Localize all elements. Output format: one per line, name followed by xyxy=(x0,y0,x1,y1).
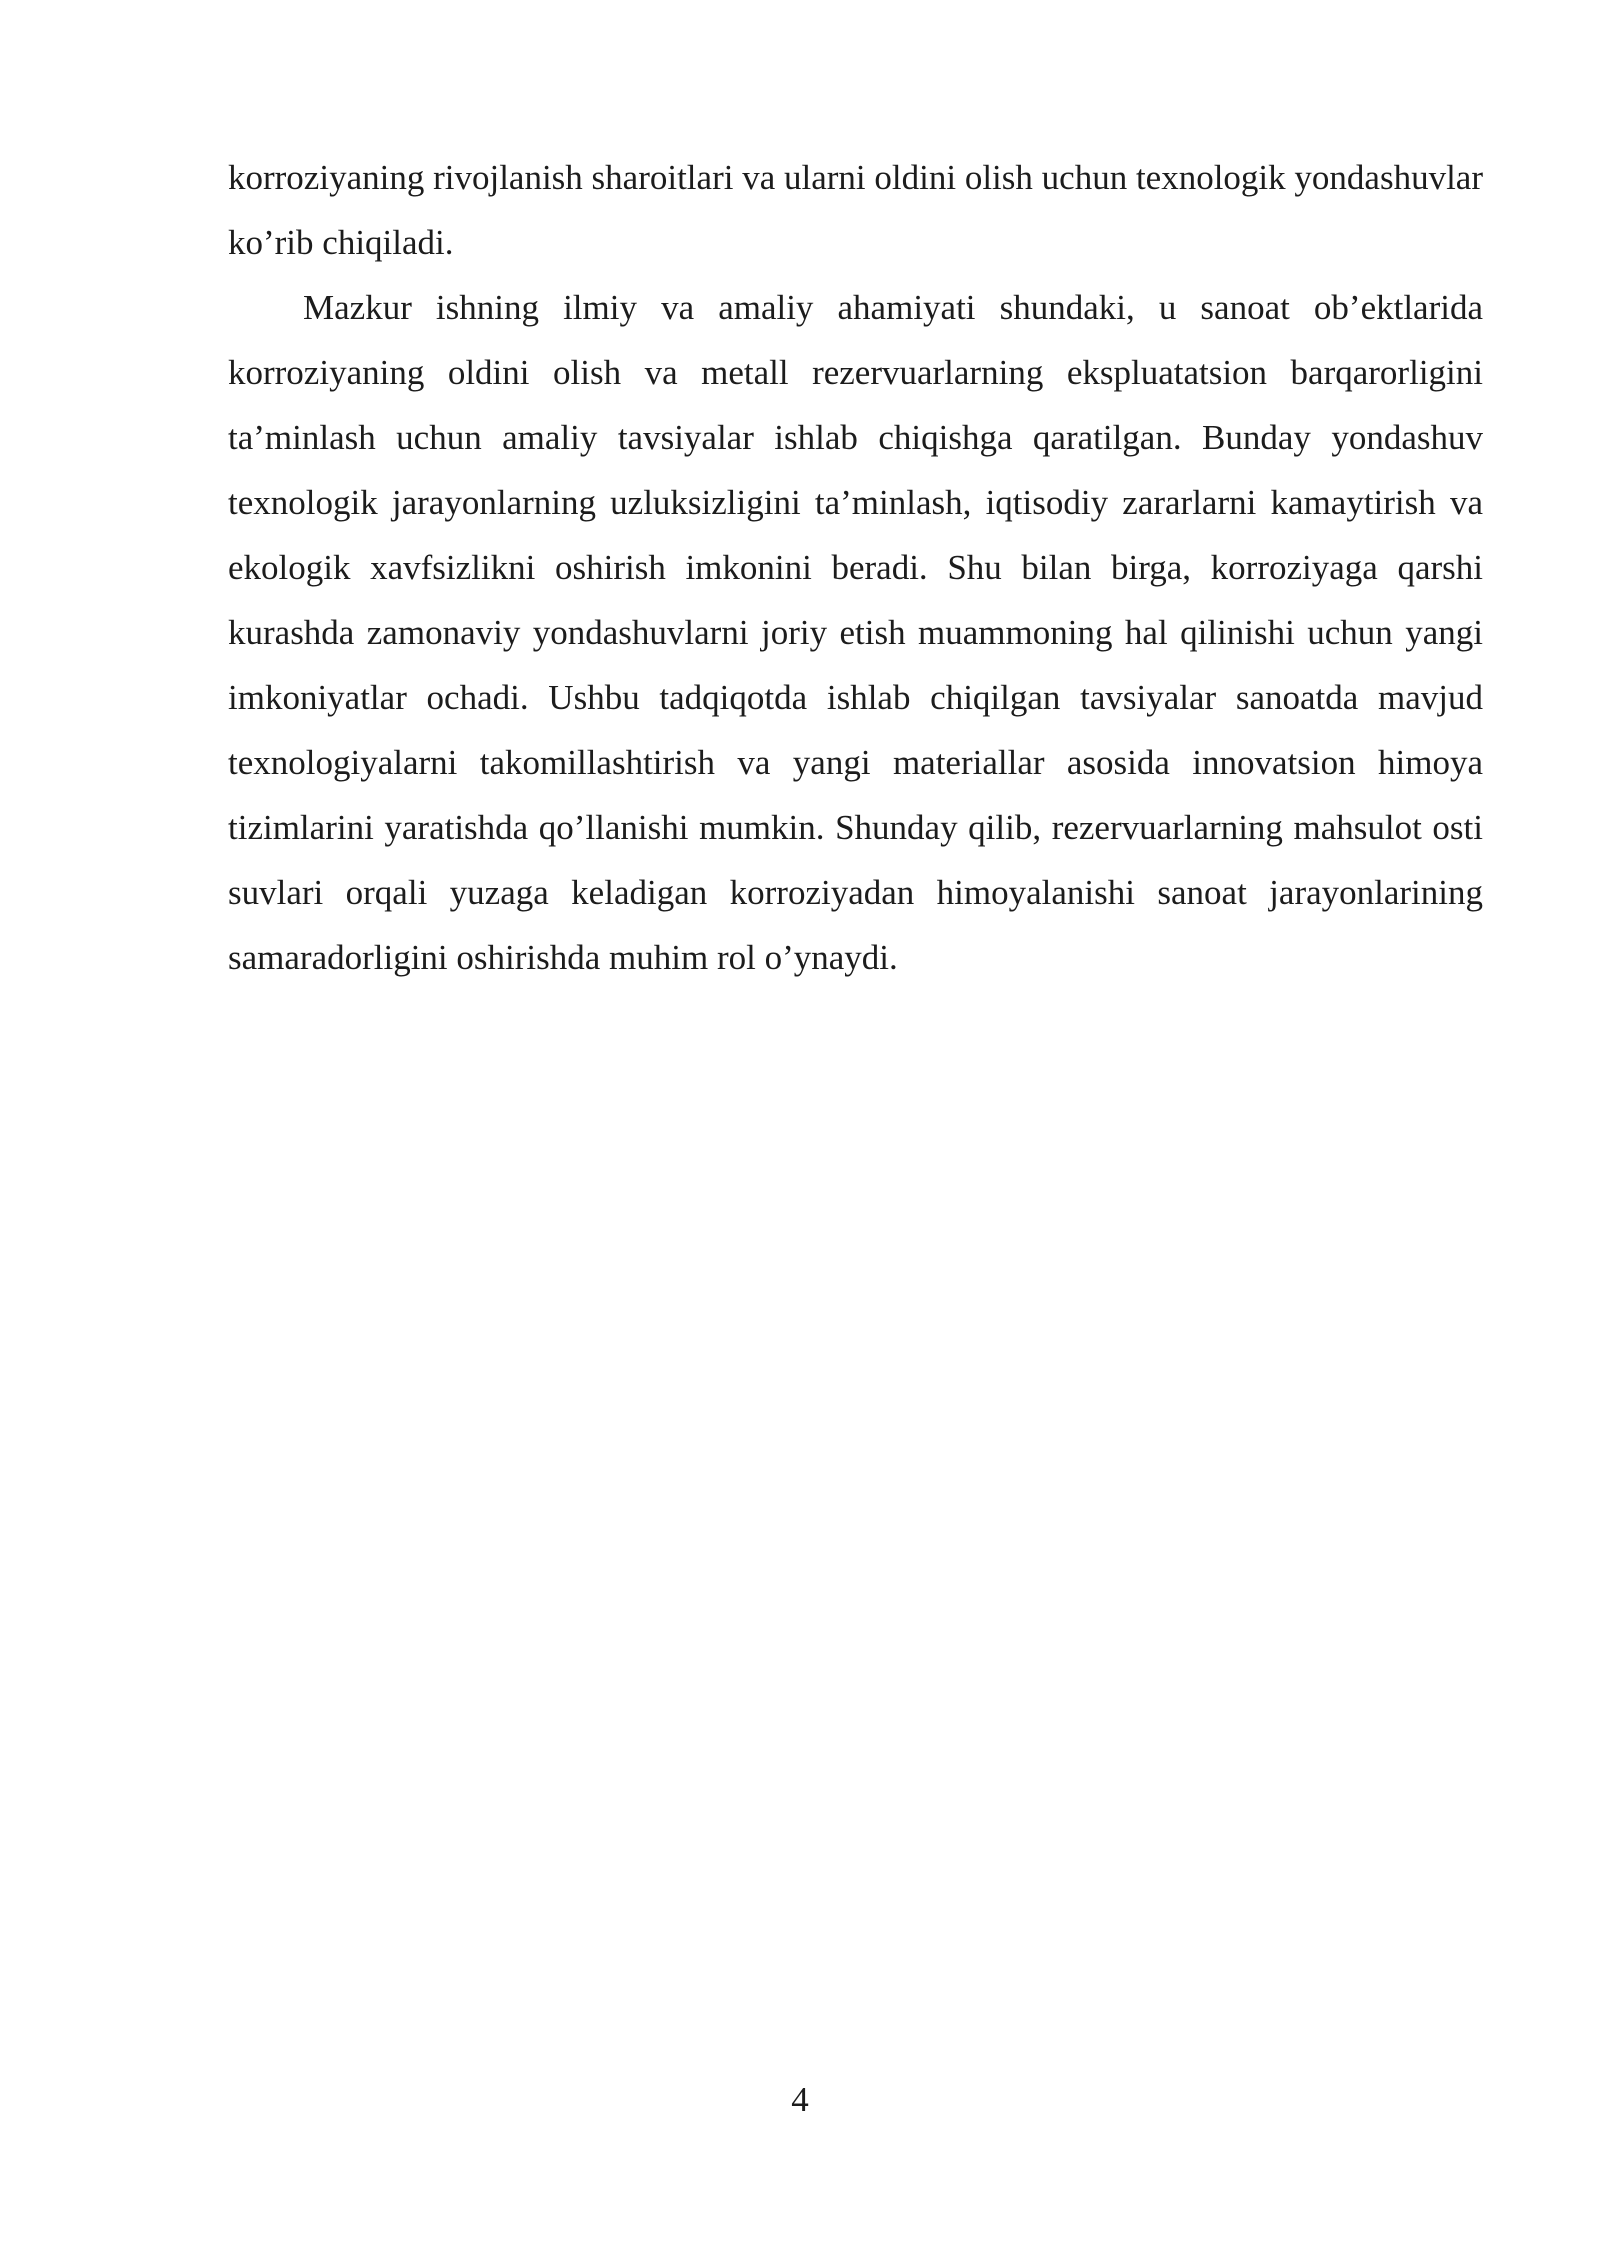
paragraph-continuation: korroziyaning rivojlanish sharoitlari va ularni oldini olish uchun texnologik yondashuvlar ko’rib chiqiladi. xyxy=(228,158,1483,262)
paragraph-significance: Mazkur ishning ilmiy va amaliy ahamiyati shundaki, u sanoat ob’ektlarida korroziyaning oldini olish va metall rezervuarlarning ekspluatatsion barqarorligini ta’minlash uchun amaliy tavsiyalar ishlab chiqishga qaratilgan. Bunday yondashuv texnologik jarayonlarning uzluksizligini ta’minlash, iqtisodiy zararlarni kamaytirish va ekologik xavfsizlikni oshirish imkonini beradi. Shu bilan birga, korroziyaga qarshi kurashda zamonaviy yondashuvlarni joriy etish muammoning hal qilinishi uchun yangi imkoniyatlar ochadi. Ushbu tadqiqotda ishlab chiqilgan tavsiyalar sanoatda mavjud texnologiyalarni takomillashtirish va yangi materiallar asosida innovatsion himoya tizimlarini yaratishda qo’llanishi mumkin. Shunday qilib, rezervuarlarning mahsulot osti suvlari orqali yuzaga keladigan korroziyadan himoyalanishi sanoat jarayonlarining samaradorligini oshirishda muhim rol o’ynaydi. xyxy=(228,288,1483,977)
body-text xyxy=(228,145,1483,990)
page-number: 4 xyxy=(791,2080,809,2119)
